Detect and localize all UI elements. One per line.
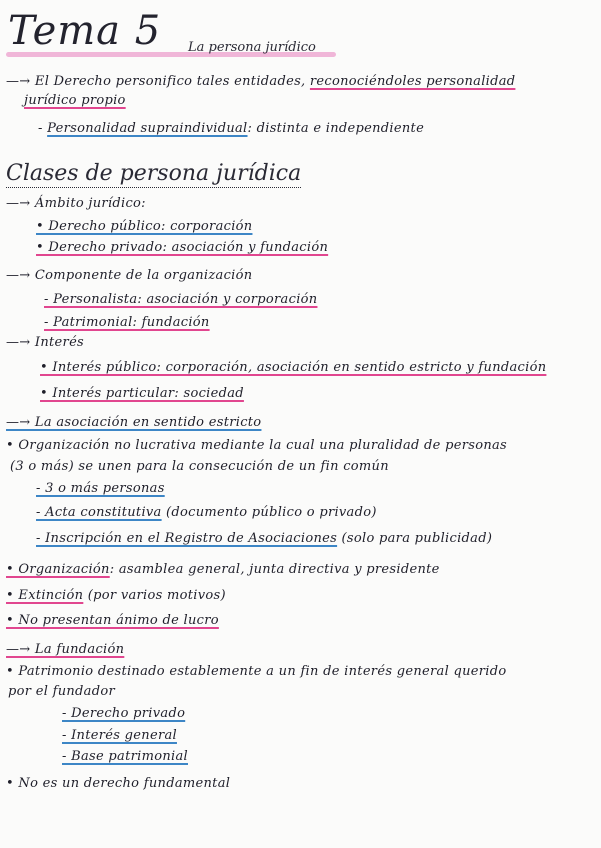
asociacion-req-personas: - 3 o más personas [36,481,165,496]
interes-item-particular: • Interés particular: sociedad [40,386,244,401]
intro-definition: : distinta e independiente [247,121,425,136]
acta-term: - Acta constitutiva [36,505,162,520]
interes-item-publico: • Interés público: corporación, asociación en sentido estricto y fundación [40,360,547,375]
organizacion-term: • Organización [6,562,110,577]
extincion-term: • Extinción [6,588,84,603]
ambito-label: —→ Ámbito jurídico: [6,196,146,211]
ambito-item-publico: • Derecho público: corporación [36,219,253,234]
asociacion-lucro: • No presentan ánimo de lucro [6,613,219,628]
bleed-through-text [505,8,585,18]
componente-label: —→ Componente de la organización [6,268,253,283]
asociacion-label: —→ La asociación en sentido estricto [6,415,262,430]
asociacion-extincion [6,588,226,604]
asociacion-organizacion [6,562,440,578]
interes-label: —→ Interés [6,335,85,350]
fundacion-label: —→ La fundación [6,642,125,657]
inscripcion-term: - Inscripción en el Registro de Asociaciones [36,531,338,546]
intro-highlight: reconociéndoles personalidad [309,74,516,89]
intro-line-3 [38,121,424,137]
asociacion-req-inscripcion [36,531,492,547]
intro-line-1 [6,74,515,90]
asociacion-definition-2: (3 o más) se unen para la consecución de un fin común [10,459,389,474]
intro-line-2 [24,93,126,109]
intro-text: —→ El Derecho personifico tales entidades, [6,74,306,89]
fundacion-definition-1: • Patrimonio destinado establemente a un fin de interés general querido [6,664,507,679]
intro-dash: - [38,121,48,136]
fundacion-item-base: - Base patrimonial [62,749,188,764]
acta-note: (documento público o privado) [161,505,377,520]
fundacion-derecho-fundamental: • No es un derecho fundamental [6,776,231,791]
fundacion-item-privado: - Derecho privado [62,706,186,721]
asociacion-definition-1: • Organización no lucrativa mediante la cual una pluralidad de personas [6,438,508,453]
extincion-text: (por varios motivos) [83,588,226,603]
section-heading: Clases de persona jurídica [6,161,302,186]
componente-item-patrimonial: - Patrimonial: fundación [44,315,210,330]
fundacion-definition-2: por el fundador [8,684,115,699]
ambito-item-privado: • Derecho privado: asociación y fundación [36,240,329,255]
fundacion-item-interes: - Interés general [62,728,177,743]
page-title: Tema 5 [8,8,162,54]
intro-highlight-2: jurídico propio [24,93,126,108]
componente-item-personalista: - Personalista: asociación y corporación [44,292,318,307]
page-subtitle: La persona jurídico [188,40,316,55]
inscripcion-note: (solo para publicidad) [337,531,493,546]
intro-term: Personalidad supraindividual [47,121,248,136]
organizacion-text: : asamblea general, junta directiva y presidente [109,562,440,577]
asociacion-req-acta [36,505,377,521]
